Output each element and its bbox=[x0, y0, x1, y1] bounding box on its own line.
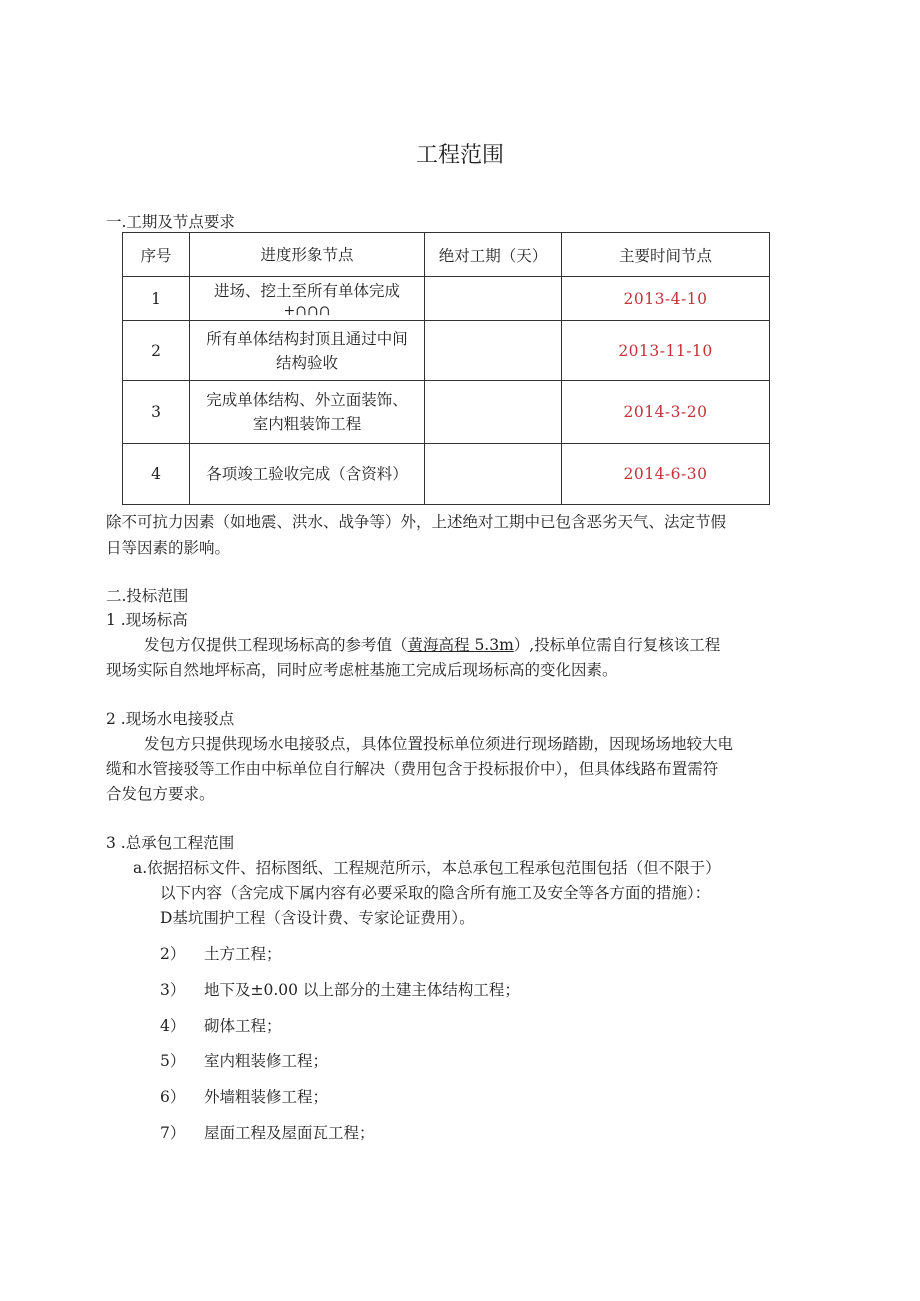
schedule-note-line2: 日等因素的影响。 bbox=[106, 539, 231, 557]
row-stage bbox=[190, 381, 425, 444]
row-no: 3 bbox=[123, 381, 190, 444]
item3-a-line1: a.依据招标文件、招标图纸、工程规范所示，本总承包工程承包范围包括（但不限于） bbox=[133, 859, 721, 877]
list-item-text: 砌体工程； bbox=[204, 1017, 282, 1035]
list-item-number: 4） bbox=[160, 1017, 186, 1035]
row-no: 4 bbox=[123, 444, 190, 505]
item3-heading: 3 .总承包工程范围 bbox=[106, 834, 235, 852]
row-stage bbox=[190, 444, 425, 505]
item3-a-line3: D基坑围护工程（含设计费、专家论证费用）。 bbox=[160, 909, 475, 927]
list-item-number: 2） bbox=[160, 945, 186, 963]
row-no: 2 bbox=[123, 321, 190, 381]
row-date: 2013-11-10 bbox=[562, 321, 770, 381]
row-stage-line1: 完成单体结构、外立面装饰、 bbox=[206, 391, 408, 409]
item1-line1-pre: 发包方仅提供工程现场标高的参考值（ bbox=[144, 636, 408, 654]
item1-heading: 1 .现场标高 bbox=[106, 611, 188, 629]
header-stage: 进度形象节点 bbox=[190, 233, 425, 277]
table-header-row bbox=[123, 233, 770, 277]
header-no: 序号 bbox=[123, 233, 190, 277]
table-row bbox=[123, 321, 770, 381]
list-item-number: 3） bbox=[160, 981, 186, 999]
schedule-note-line1: 除不可抗力因素（如地震、洪水、战争等）外，上述绝对工期中已包含恶劣天气、法定节假 bbox=[106, 513, 727, 531]
list-item bbox=[160, 1049, 328, 1071]
list-item-number: 7） bbox=[160, 1124, 186, 1142]
section1-heading: 一.工期及节点要求 bbox=[106, 213, 235, 231]
row-stage-line1: 进场、挖土至所有单体完成 bbox=[213, 281, 400, 300]
header-date: 主要时间节点 bbox=[562, 233, 770, 277]
row-stage-line2: +∩∩∩ bbox=[283, 302, 331, 319]
row-days bbox=[425, 444, 562, 505]
item1-line1 bbox=[144, 633, 720, 655]
row-days bbox=[425, 381, 562, 444]
row-stage-line2: 室内粗装饰工程 bbox=[252, 415, 362, 433]
row-stage-line1: 各项竣工验收完成（含资料） bbox=[206, 465, 408, 483]
row-days bbox=[425, 277, 562, 321]
list-item bbox=[160, 942, 282, 964]
page-title: 工程范围 bbox=[415, 143, 504, 168]
list-item-text: 土方工程； bbox=[204, 945, 282, 963]
item2-heading: 2 .现场水电接驳点 bbox=[106, 710, 235, 728]
row-days bbox=[425, 321, 562, 381]
row-date: 2013-4-10 bbox=[562, 277, 770, 321]
list-item bbox=[160, 1085, 328, 1107]
item3-a-line2: 以下内容（含完成下属内容有必要采取的隐含所有施工及安全等各方面的措施）： bbox=[160, 884, 711, 902]
list-item bbox=[160, 1014, 282, 1036]
section2-heading: 二.投标范围 bbox=[106, 587, 189, 605]
list-item-number: 5） bbox=[160, 1052, 186, 1070]
schedule-table bbox=[122, 232, 770, 505]
row-date: 2014-6-30 bbox=[562, 444, 770, 505]
row-stage-line1: 所有单体结构封顶且通过中间 bbox=[206, 329, 408, 348]
table-row bbox=[123, 444, 770, 505]
row-date: 2014-3-20 bbox=[562, 381, 770, 444]
row-stage bbox=[190, 321, 425, 381]
list-item-text: 地下及±0.00 以上部分的土建主体结构工程； bbox=[204, 981, 520, 999]
row-no: 1 bbox=[123, 277, 190, 321]
list-item bbox=[160, 1121, 375, 1143]
item2-line2: 缆和水管接驳等工作由中标单位自行解决（费用包含于投标报价中），但具体线路布置需符 bbox=[106, 760, 719, 778]
item2-line3: 合发包方要求。 bbox=[106, 785, 215, 803]
elevation-value: 黄海高程 5.3m bbox=[407, 636, 514, 654]
list-item bbox=[160, 978, 520, 1000]
item1-line2: 现场实际自然地坪标高，同时应考虑桩基施工完成后现场标高的变化因素。 bbox=[106, 661, 618, 679]
item1-line1-post: ）,投标单位需自行复核该工程 bbox=[513, 636, 721, 654]
list-item-text: 外墙粗装修工程； bbox=[204, 1088, 329, 1106]
list-item-number: 6） bbox=[160, 1088, 186, 1106]
list-item-text: 屋面工程及屋面瓦工程； bbox=[204, 1124, 375, 1142]
row-stage bbox=[190, 277, 425, 321]
table-row bbox=[123, 277, 770, 321]
table-row bbox=[123, 381, 770, 444]
list-item-text: 室内粗装修工程； bbox=[204, 1052, 329, 1070]
item2-line1: 发包方只提供现场水电接驳点，具体位置投标单位须进行现场踏勘，因现场场地较大电 bbox=[144, 735, 734, 753]
row-stage-line2: 结构验收 bbox=[275, 353, 338, 372]
header-days: 绝对工期（天） bbox=[425, 233, 562, 277]
